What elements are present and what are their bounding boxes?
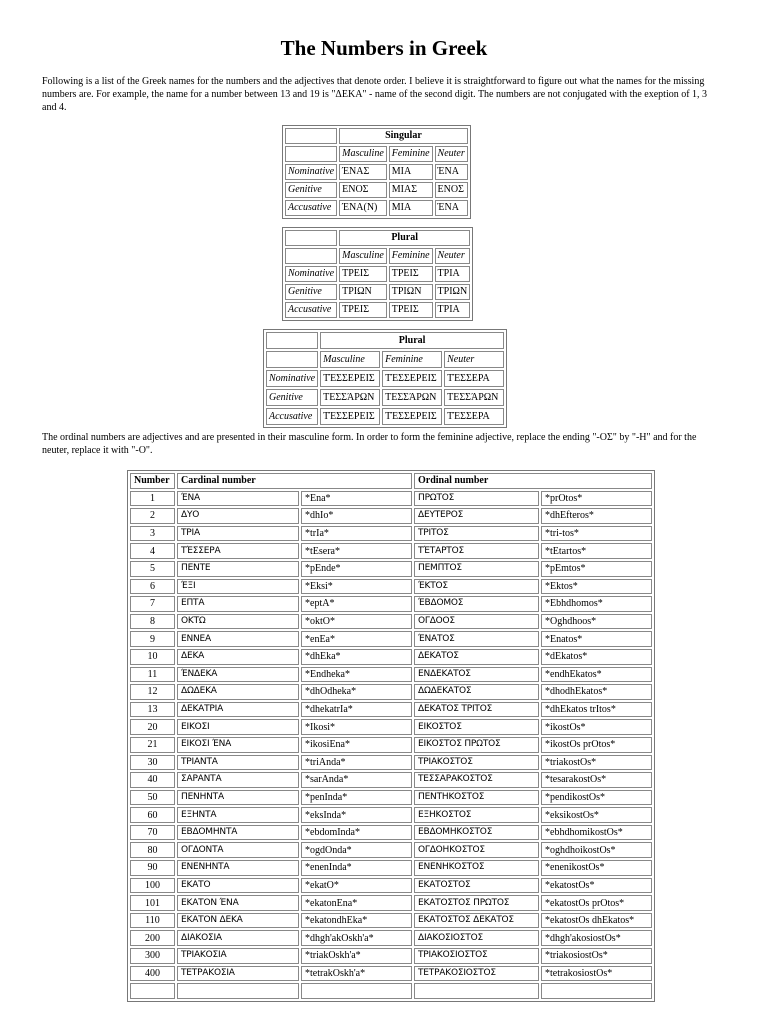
ordinal-transliteration-cell: *pEmtos* xyxy=(541,561,652,577)
cardinal-transliteration-cell: *ekatO* xyxy=(301,878,412,894)
table-cell: ΤΕΣΣΆΡΩΝ xyxy=(320,389,380,406)
blank-cell xyxy=(285,248,337,264)
number-cell: 300 xyxy=(130,948,175,964)
ordinal-table xyxy=(127,470,655,1002)
cardinal-greek-cell: ΕΚΑΤΟ xyxy=(177,878,299,894)
number-cell: 70 xyxy=(130,825,175,841)
number-cell: 200 xyxy=(130,930,175,946)
table-cell: ΜΙΑΣ xyxy=(389,182,433,198)
ordinal-greek-cell: ΠΡΩΤΟΣ xyxy=(414,491,539,507)
number-cell: 3 xyxy=(130,526,175,542)
cardinal-greek-cell: ΤΡΙΑΝΤΑ xyxy=(177,755,299,771)
blank-cell xyxy=(130,983,175,999)
table-cell: ΤΡΙΑ xyxy=(435,266,471,282)
case-label: Accusative xyxy=(266,408,318,425)
ordinal-transliteration-cell: *Oghdhoos* xyxy=(541,614,652,630)
table-row xyxy=(266,408,504,425)
table-row xyxy=(130,579,652,595)
ordinal-transliteration-cell: *ekatostOs dhEkatos* xyxy=(541,913,652,929)
ordinal-greek-cell: ΤΡΙΑΚΟΣΤΟΣ xyxy=(414,755,539,771)
ordinal-transliteration-cell: *pendikostOs* xyxy=(541,790,652,806)
blank-cell xyxy=(285,128,337,144)
cardinal-greek-cell: ΣΑΡΑΝΤΑ xyxy=(177,772,299,788)
case-label: Nominative xyxy=(285,266,337,282)
case-label: Genitive xyxy=(285,284,337,300)
number-cell: 40 xyxy=(130,772,175,788)
table-row xyxy=(285,284,470,300)
ordinal-transliteration-cell: *Enatos* xyxy=(541,631,652,647)
table-cell: ΤΡΕΙΣ xyxy=(339,302,387,318)
table-row xyxy=(266,370,504,387)
ordinal-greek-cell: ΕΚΑΤΟΣΤΟΣ ΠΡΩΤΟΣ xyxy=(414,895,539,911)
table-row xyxy=(130,790,652,806)
table-cell: ΤΕΣΣΆΡΩΝ xyxy=(444,389,504,406)
ordinal-greek-cell: ΕΞΗΚΟΣΤΟΣ xyxy=(414,807,539,823)
ordinal-greek-cell: ΕΙΚΟΣΤΟΣ ΠΡΩΤΟΣ xyxy=(414,737,539,753)
table-row xyxy=(285,200,468,216)
cardinal-greek-cell: ΕΚΑΤΟΝ ΔΕΚΑ xyxy=(177,913,299,929)
cardinal-greek-cell: ΠΕΝΗΝΤΑ xyxy=(177,790,299,806)
table-cell: ΜΙΑ xyxy=(389,164,433,180)
ordinal-greek-cell: ΠΕΝΤΗΚΟΣΤΟΣ xyxy=(414,790,539,806)
table-row xyxy=(130,491,652,507)
number-cell: 13 xyxy=(130,702,175,718)
column-header: Masculine xyxy=(339,248,387,264)
number-cell: 12 xyxy=(130,684,175,700)
intro-paragraph: Following is a list of the Greek names for the numbers and the adjectives that denote order. I believe it is straightforward to figure out what the names for the missing numbers are. For example, the name for a number between 13 and 19 is "ΔΕΚΑ" - name of the second digit. The numbers are not conjugated with the exeption of 1, 3 and 4. xyxy=(42,76,708,113)
cardinal-greek-cell: ΕΙΚΟΣΙ xyxy=(177,719,299,735)
cardinal-transliteration-cell: *eptA* xyxy=(301,596,412,612)
number-cell: 4 xyxy=(130,543,175,559)
ordinal-greek-cell: ΈΒΔΟΜΟΣ xyxy=(414,596,539,612)
number-cell: 5 xyxy=(130,561,175,577)
cardinal-transliteration-cell: *Endheka* xyxy=(301,667,412,683)
ordinal-transliteration-cell: *eksikostOs* xyxy=(541,807,652,823)
column-header-ordinal: Ordinal number xyxy=(414,473,652,489)
table-row xyxy=(130,842,652,858)
ordinal-greek-cell: ΤΈΤΑΡΤΟΣ xyxy=(414,543,539,559)
table-cell: ΤΡΙΩΝ xyxy=(435,284,471,300)
cardinal-greek-cell: ΕΒΔΟΜΗΝΤΑ xyxy=(177,825,299,841)
cardinal-transliteration-cell: *tetrakOskh'a* xyxy=(301,966,412,982)
ordinal-transliteration-cell: *ekatostOs prOtos* xyxy=(541,895,652,911)
table-row xyxy=(285,182,468,198)
cardinal-greek-cell: ΕΠΤΑ xyxy=(177,596,299,612)
table-header: Plural xyxy=(320,332,504,349)
cardinal-transliteration-cell: *enenInda* xyxy=(301,860,412,876)
table-cell: ΤΕΣΣΆΡΩΝ xyxy=(382,389,442,406)
blank-cell xyxy=(301,983,412,999)
table-cell: ΈΝΑ xyxy=(435,164,468,180)
cardinal-greek-cell: ΤΡΙΑ xyxy=(177,526,299,542)
ordinal-greek-cell: ΕΙΚΟΣΤΟΣ xyxy=(414,719,539,735)
table-row xyxy=(285,164,468,180)
table-row xyxy=(130,614,652,630)
column-header: Feminine xyxy=(382,351,442,368)
table-cell: ΈΝΑ(Ν) xyxy=(339,200,387,216)
number-cell: 30 xyxy=(130,755,175,771)
cardinal-transliteration-cell: *dhgh'akOskh'a* xyxy=(301,930,412,946)
column-header: Masculine xyxy=(339,146,387,162)
ordinal-greek-cell: ΤΕΣΣΑΡΑΚΟΣΤΟΣ xyxy=(414,772,539,788)
table-row xyxy=(130,878,652,894)
case-label: Accusative xyxy=(285,302,337,318)
number-cell: 7 xyxy=(130,596,175,612)
table-row xyxy=(130,737,652,753)
ordinal-greek-cell: ΕΚΑΤΟΣΤΟΣ xyxy=(414,878,539,894)
table-header: Singular xyxy=(339,128,468,144)
cardinal-greek-cell: ΔΕΚΑ xyxy=(177,649,299,665)
number-cell: 400 xyxy=(130,966,175,982)
table-cell: ΜΙΑ xyxy=(389,200,433,216)
column-header-number: Number xyxy=(130,473,175,489)
cardinal-transliteration-cell: *triakOskh'a* xyxy=(301,948,412,964)
table-row xyxy=(130,543,652,559)
table-row xyxy=(130,596,652,612)
table-row xyxy=(130,667,652,683)
table-row xyxy=(130,561,652,577)
cardinal-transliteration-cell: *Eksi* xyxy=(301,579,412,595)
cardinal-greek-cell: ΕΞΗΝΤΑ xyxy=(177,807,299,823)
ordinal-greek-cell: ΕΝΔΕΚΑΤΟΣ xyxy=(414,667,539,683)
ordinal-transliteration-cell: *dhEkatos trItos* xyxy=(541,702,652,718)
ordinal-transliteration-cell: *prOtos* xyxy=(541,491,652,507)
ordinal-greek-cell: ΈΚΤΟΣ xyxy=(414,579,539,595)
ordinal-transliteration-cell: *tesarakostOs* xyxy=(541,772,652,788)
table-cell: ΕΝΟΣ xyxy=(339,182,387,198)
table-row xyxy=(130,508,652,524)
number-cell: 2 xyxy=(130,508,175,524)
ordinal-greek-cell: ΈΝΑΤΟΣ xyxy=(414,631,539,647)
ordinal-transliteration-cell: *oghdhoikostOs* xyxy=(541,842,652,858)
table-cell: ΤΡΕΙΣ xyxy=(339,266,387,282)
column-header-cardinal: Cardinal number xyxy=(177,473,412,489)
ordinal-transliteration-cell: *dhEfteros* xyxy=(541,508,652,524)
table-row xyxy=(130,755,652,771)
cardinal-greek-cell: ΤΕΤΡΑΚΟΣΙΑ xyxy=(177,966,299,982)
table-cell: ΤΡΕΙΣ xyxy=(389,302,433,318)
cardinal-transliteration-cell: *ekatondhEka* xyxy=(301,913,412,929)
table-cell: ΤΈΣΣΕΡΕΙΣ xyxy=(320,370,380,387)
ordinal-greek-cell: ΔΕΚΑΤΟΣ xyxy=(414,649,539,665)
number-cell: 60 xyxy=(130,807,175,823)
blank-cell xyxy=(285,146,337,162)
declension-table-one xyxy=(282,125,471,219)
table-cell: ΈΝΑ xyxy=(435,200,468,216)
ordinal-greek-cell: ΔΩΔΕΚΑΤΟΣ xyxy=(414,684,539,700)
blank-cell xyxy=(285,230,337,246)
table-cell: ΤΡΕΙΣ xyxy=(389,266,433,282)
cardinal-transliteration-cell: *ogdOnda* xyxy=(301,842,412,858)
ordinal-intro-paragraph: The ordinal numbers are adjectives and are presented in their masculine form. In order to form the feminine adjective, replace the ending "-ΟΣ" by "-Η" and for the neuter, replace it with "-Ο". xyxy=(42,432,697,456)
cardinal-transliteration-cell: *oktO* xyxy=(301,614,412,630)
cardinal-transliteration-cell: *tEsera* xyxy=(301,543,412,559)
ordinal-transliteration-cell: *endhEkatos* xyxy=(541,667,652,683)
ordinal-table-body xyxy=(130,491,652,982)
ordinal-greek-cell: ΤΕΤΡΑΚΟΣΙΟΣΤΟΣ xyxy=(414,966,539,982)
number-cell: 20 xyxy=(130,719,175,735)
table-row xyxy=(285,302,470,318)
ordinal-greek-cell: ΟΓΔΟΟΣ xyxy=(414,614,539,630)
cardinal-greek-cell: ΈΝΔΕΚΑ xyxy=(177,667,299,683)
case-label: Accusative xyxy=(285,200,337,216)
column-header: Neuter xyxy=(435,248,471,264)
cardinal-greek-cell: ΕΙΚΟΣΙ ΈΝΑ xyxy=(177,737,299,753)
table-row xyxy=(130,807,652,823)
cardinal-transliteration-cell: *ikosiEna* xyxy=(301,737,412,753)
cardinal-greek-cell: ΕΝΕΝΗΝΤΑ xyxy=(177,860,299,876)
column-header: Neuter xyxy=(435,146,468,162)
blank-cell xyxy=(414,983,539,999)
ordinal-greek-cell: ΔΙΑΚΟΣΙΟΣΤΟΣ xyxy=(414,930,539,946)
column-header: Masculine xyxy=(320,351,380,368)
ordinal-transliteration-cell: *tEtartos* xyxy=(541,543,652,559)
column-header: Feminine xyxy=(389,248,433,264)
table-cell: ΤΈΣΣΕΡΕΙΣ xyxy=(320,408,380,425)
table-cell: ΕΝΟΣ xyxy=(435,182,468,198)
cardinal-greek-cell: ΠΕΝΤΕ xyxy=(177,561,299,577)
cardinal-transliteration-cell: *Ena* xyxy=(301,491,412,507)
table-cell: ΤΈΣΣΕΡΕΙΣ xyxy=(382,408,442,425)
blank-cell xyxy=(266,332,318,349)
table-cell: ΤΡΙΩΝ xyxy=(389,284,433,300)
ordinal-transliteration-cell: *tri-tos* xyxy=(541,526,652,542)
table-row xyxy=(130,860,652,876)
blank-cell xyxy=(177,983,299,999)
number-cell: 1 xyxy=(130,491,175,507)
ordinal-transliteration-cell: *dEkatos* xyxy=(541,649,652,665)
cardinal-transliteration-cell: *triAnda* xyxy=(301,755,412,771)
table-row xyxy=(130,825,652,841)
ordinal-greek-cell: ΔΕΥΤΕΡΟΣ xyxy=(414,508,539,524)
ordinal-transliteration-cell: *triakostOs* xyxy=(541,755,652,771)
number-cell: 50 xyxy=(130,790,175,806)
cardinal-transliteration-cell: *dhekatrIa* xyxy=(301,702,412,718)
table-row xyxy=(130,948,652,964)
cardinal-transliteration-cell: *eksInda* xyxy=(301,807,412,823)
cardinal-greek-cell: ΕΝΝΕΑ xyxy=(177,631,299,647)
ordinal-transliteration-cell: *dhgh'akosiostOs* xyxy=(541,930,652,946)
cardinal-greek-cell: ΈΞΙ xyxy=(177,579,299,595)
table-cell: ΤΡΙΩΝ xyxy=(339,284,387,300)
table-row xyxy=(130,966,652,982)
cardinal-greek-cell: ΔΥΟ xyxy=(177,508,299,524)
cardinal-greek-cell: ΔΩΔΕΚΑ xyxy=(177,684,299,700)
number-cell: 100 xyxy=(130,878,175,894)
cardinal-greek-cell: ΈΝΑ xyxy=(177,491,299,507)
number-cell: 101 xyxy=(130,895,175,911)
number-cell: 9 xyxy=(130,631,175,647)
ordinal-greek-cell: ΤΡΙΤΟΣ xyxy=(414,526,539,542)
cardinal-transliteration-cell: *dhIo* xyxy=(301,508,412,524)
column-header: Neuter xyxy=(444,351,504,368)
cardinal-transliteration-cell: *penInda* xyxy=(301,790,412,806)
blank-cell xyxy=(541,983,652,999)
cardinal-greek-cell: ΤΡΙΑΚΟΣΙΑ xyxy=(177,948,299,964)
table-row xyxy=(130,719,652,735)
ordinal-transliteration-cell: *Ebhdhomos* xyxy=(541,596,652,612)
cardinal-transliteration-cell: *trIa* xyxy=(301,526,412,542)
table-row xyxy=(266,389,504,406)
ordinal-greek-cell: ΠΕΜΠΤΟΣ xyxy=(414,561,539,577)
table-cell: ΤΈΣΣΕΡΕΙΣ xyxy=(382,370,442,387)
cardinal-greek-cell: ΟΚΤΩ xyxy=(177,614,299,630)
table-row xyxy=(130,772,652,788)
ordinal-transliteration-cell: *dhodhEkatos* xyxy=(541,684,652,700)
table-row xyxy=(130,649,652,665)
column-header: Feminine xyxy=(389,146,433,162)
cardinal-transliteration-cell: *Ikosi* xyxy=(301,719,412,735)
number-cell: 11 xyxy=(130,667,175,683)
ordinal-transliteration-cell: *ikostOs prOtos* xyxy=(541,737,652,753)
cardinal-transliteration-cell: *ebdomInda* xyxy=(301,825,412,841)
page-title: The Numbers in Greek xyxy=(280,36,488,60)
number-cell: 110 xyxy=(130,913,175,929)
table-cell: ΤΡΙΑ xyxy=(435,302,471,318)
table-header: Plural xyxy=(339,230,470,246)
cardinal-greek-cell: ΔΙΑΚΟΣΙΑ xyxy=(177,930,299,946)
cardinal-greek-cell: ΟΓΔΟΝΤΑ xyxy=(177,842,299,858)
ordinal-transliteration-cell: *ikostOs* xyxy=(541,719,652,735)
ordinal-transliteration-cell: *Ektos* xyxy=(541,579,652,595)
cardinal-transliteration-cell: *sarAnda* xyxy=(301,772,412,788)
cardinal-greek-cell: ΕΚΑΤΟΝ ΈΝΑ xyxy=(177,895,299,911)
ordinal-greek-cell: ΕΚΑΤΟΣΤΟΣ ΔΕΚΑΤΟΣ xyxy=(414,913,539,929)
ordinal-greek-cell: ΕΒΔΟΜΗΚΟΣΤΟΣ xyxy=(414,825,539,841)
ordinal-transliteration-cell: *enenikostOs* xyxy=(541,860,652,876)
ordinal-transliteration-cell: *ebhdhomikostOs* xyxy=(541,825,652,841)
ordinal-greek-cell: ΟΓΔΟΗΚΟΣΤΟΣ xyxy=(414,842,539,858)
number-cell: 6 xyxy=(130,579,175,595)
table-row xyxy=(285,266,470,282)
case-label: Genitive xyxy=(285,182,337,198)
cardinal-transliteration-cell: *dhOdheka* xyxy=(301,684,412,700)
cardinal-transliteration-cell: *pEnde* xyxy=(301,561,412,577)
table-cell: ΤΈΣΣΕΡΑ xyxy=(444,370,504,387)
table-row xyxy=(130,631,652,647)
table-row-partial xyxy=(130,983,652,999)
table-row xyxy=(130,895,652,911)
table-cell: ΈΝΑΣ xyxy=(339,164,387,180)
table-row xyxy=(130,526,652,542)
table-row xyxy=(130,930,652,946)
number-cell: 90 xyxy=(130,860,175,876)
ordinal-transliteration-cell: *triakosiostOs* xyxy=(541,948,652,964)
number-cell: 8 xyxy=(130,614,175,630)
table-header-row xyxy=(130,473,652,489)
cardinal-greek-cell: ΔΕΚΑΤΡΙΑ xyxy=(177,702,299,718)
table-cell: ΤΈΣΣΕΡΑ xyxy=(444,408,504,425)
case-label: Genitive xyxy=(266,389,318,406)
ordinal-greek-cell: ΤΡΙΑΚΟΣΙΟΣΤΟΣ xyxy=(414,948,539,964)
table-row xyxy=(130,913,652,929)
number-cell: 80 xyxy=(130,842,175,858)
cardinal-transliteration-cell: *enEa* xyxy=(301,631,412,647)
cardinal-transliteration-cell: *dhEka* xyxy=(301,649,412,665)
cardinal-greek-cell: ΤΈΣΣΕΡΑ xyxy=(177,543,299,559)
declension-table-three xyxy=(282,227,473,321)
ordinal-transliteration-cell: *ekatostOs* xyxy=(541,878,652,894)
case-label: Nominative xyxy=(285,164,337,180)
table-row xyxy=(130,684,652,700)
cardinal-transliteration-cell: *ekatonEna* xyxy=(301,895,412,911)
case-label: Nominative xyxy=(266,370,318,387)
ordinal-greek-cell: ΔΕΚΑΤΟΣ ΤΡΙΤΟΣ xyxy=(414,702,539,718)
ordinal-greek-cell: ΕΝΕΝΗΚΟΣΤΟΣ xyxy=(414,860,539,876)
number-cell: 10 xyxy=(130,649,175,665)
blank-cell xyxy=(266,351,318,368)
number-cell: 21 xyxy=(130,737,175,753)
table-row xyxy=(130,702,652,718)
ordinal-transliteration-cell: *tetrakosiostOs* xyxy=(541,966,652,982)
declension-table-four xyxy=(263,329,507,428)
